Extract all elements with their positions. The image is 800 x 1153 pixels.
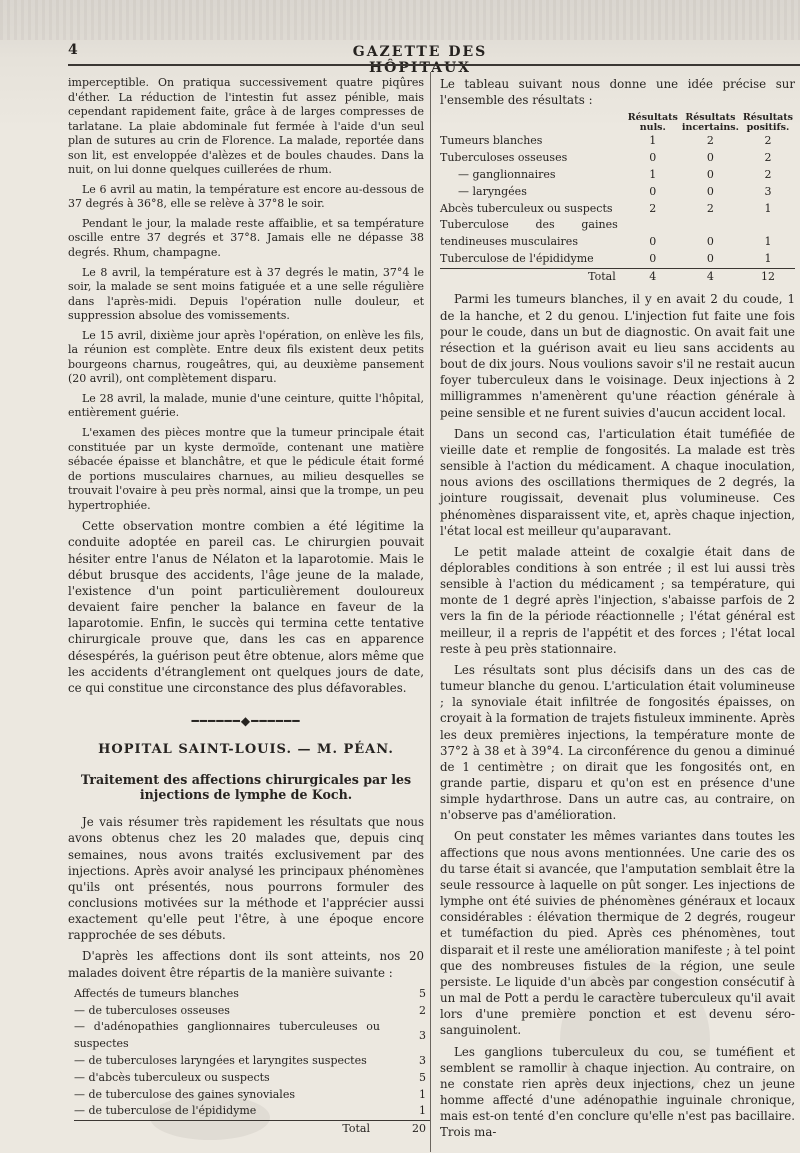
list-item [74, 1070, 430, 1087]
table-row [440, 167, 795, 184]
paragraph: Le 8 avril, la température est à 37 degrés le matin, 37°4 le soir, la malade se sent moins fatiguée et a une selle régulière dans l'après-midi. Depuis l'opération nulle douleur, et suppression absolue des vomissements. [68, 265, 424, 323]
list-value: 2 [419, 1003, 426, 1017]
paragraph: Le petit malade atteint de coxalgie était dans de déplorables conditions à son entrée ; il est lui aussi très sensible à l'action du médicament ; sa température, qui monte de 1 degré après l'injection, s'abaisse parfois de 2 vers la fin de la période réactionnelle ; l'état général est meilleur, il a repris de l'appétit et des forces ; l'état local reste à peu près stationnaire. [440, 544, 795, 656]
paragraph: imperceptible. On pratiqua successivement quatre piqûres d'éther. La réduction de l'intestin fut assez pénible, mais cependant rapidement faite, grâce à de larges compresses de tarlatane. La plaie abdominale fut fermée à l'aide d'un seul plan de sutures au crin de Florence. La malade, reportée dans son lit, est enveloppée d'alèzes et de boules chaudes. Dans la nuit, on lui donne quelques cuillerées de rhum. [68, 76, 424, 177]
column-header: Résultats nuls. [627, 112, 678, 134]
cell-nuls: 0 [649, 251, 657, 265]
paragraph: Pendant le jour, la malade reste affaiblie, et sa température oscille entre 37 degrés et 37°8. Jamais elle ne dépasse 38 degrés. Rhum, champagne. [68, 216, 424, 260]
results-table [440, 113, 795, 285]
left-column [68, 76, 424, 1138]
cell-nuls: 0 [649, 151, 657, 165]
list-value: 3 [419, 1053, 426, 1067]
conclusion-paragraph: Cette observation montre combien a été légitime la conduite adoptée en pareil cas. Le chirurgien pouvait hésiter entre l'anus de Nélaton et la laparotomie. Mais le début brusque des accidents, l'âge jeune de la malade, l'existence d'un point particulièrement douloureux devaient faire pencher la balance en faveur de la laparotomie. Enfin, le succès qui termina cette tentative chirurgicale prouve que, dans les cas en apparence désespérés, la guérison peut être obtenue, alors même que les accidents d'étranglement ont quelques jours de date, ce qui constitue une circonstance des plus défavorables. [68, 519, 424, 695]
cell-incertains: 0 [706, 184, 714, 198]
header-rule [68, 64, 800, 66]
table-row [440, 201, 795, 218]
table-header-row [440, 113, 795, 133]
right-column [440, 76, 795, 1145]
table-row [440, 150, 795, 167]
page-header [0, 30, 800, 80]
paragraph: Dans un second cas, l'articulation était tuméfiée de vieille date et remplie de fongosités. La malade est très sensible à l'action du médicament. A chaque inoculation, nous avions des oscillations thermiques de 2 degrés, la jointure rougissait, devenait plus volumineuse. Ces phénomènes disparaissent vite, et, après chaque injection, l'état local est meilleur qu'auparavant. [440, 426, 795, 538]
list-label: — de tuberculoses laryngées et laryngites suspectes [74, 1053, 367, 1067]
total-label: Total [440, 268, 626, 285]
cell-positifs: 3 [764, 184, 772, 198]
cell-incertains: 0 [706, 235, 714, 249]
case-distribution-list [74, 986, 430, 1138]
list-item [74, 1019, 430, 1053]
list-item [74, 1103, 430, 1120]
cell-positifs: 2 [764, 134, 772, 148]
cell-nuls: 0 [649, 235, 657, 249]
cell-incertains: 2 [706, 134, 714, 148]
article-title: Traitement des affections chirurgicales par les injections de lymphe de Koch. [80, 772, 412, 802]
list-item [74, 1003, 430, 1020]
table-row [440, 251, 795, 268]
total-nuls: 4 [626, 268, 680, 285]
cell-nuls: 1 [649, 167, 657, 181]
total-incertains: 4 [680, 268, 741, 285]
cell-positifs: 2 [764, 151, 772, 165]
cell-positifs: 1 [764, 251, 772, 265]
cell-positifs: 1 [764, 201, 772, 215]
cell-positifs: 1 [764, 235, 772, 249]
row-label: Tumeurs blanches [440, 134, 543, 148]
journal-title: GAZETTE DES HÔPITAUX [352, 44, 488, 76]
section-ornament: ━━━━━━◆━━━━━━ [191, 714, 301, 729]
cell-incertains: 0 [706, 167, 714, 181]
list-value: 1 [419, 1104, 426, 1118]
cell-incertains: 0 [706, 251, 714, 265]
column-header: Résultats positifs. [742, 112, 793, 134]
row-label: — laryngées [458, 184, 527, 198]
paragraph: L'examen des pièces montre que la tumeur principale était constituée par un kyste dermoïde, contenant une matière sébacée épaisse et blanchâtre, et que le pédicule était formé de portions musculaires charnues, au milieu desquelles se trouvait l'ovaire à peu près normal, ainsi que la trompe, un peu hypertrophiée. [68, 426, 424, 512]
list-label: — de tuberculose de l'épididyme [74, 1104, 257, 1118]
list-item [74, 986, 430, 1003]
table-header-blank [440, 113, 626, 133]
total-positifs: 12 [741, 268, 795, 285]
paragraph: Je vais résumer très rapidement les résultats que nous avons obtenus chez les 20 malades que, depuis cinq semaines, nous avons traités exclusivement par des injections. Après avoir analysé les principaux phénomènes qu'ils ont présentés, nous pourrons formuler des conclusions motivées sur la méthode et l'apprécier aussi exactement qu'elle peut l'être, à une époque encore rapprochée de ses débuts. [68, 815, 424, 943]
list-label: — de tuberculose des gaines synoviales [74, 1087, 295, 1101]
table-row [440, 217, 795, 251]
list-total-value: 20 [380, 1121, 430, 1138]
list-label: — de tuberculoses osseuses [74, 1003, 230, 1017]
list-total-label: Total [74, 1121, 380, 1138]
hospital-heading: HOPITAL SAINT-LOUIS. — M. PÉAN. [98, 741, 394, 757]
paragraph: Le 15 avril, dixième jour après l'opération, on enlève les fils, la réunion est complète. Entre deux fils existent deux petits bourgeons charnus, rougeâtres, qui, au deuxième pansement (20 avril), ont complètement disparu. [68, 328, 424, 386]
cell-nuls: 1 [649, 134, 657, 148]
paragraph: Parmi les tumeurs blanches, il y en avait 2 du coude, 1 de la hanche, et 2 du genou. L'injection fut faite une fois pour le coude, dans un but de diagnostic. On avait fait une résection et la guérison avait eu lieu sans accidents au bout de dix jours. Nous voulions savoir s'il ne restait aucun foyer tuberculeux dans le voisinage. Deux injections à 2 milligrammes n'amenèrent qu'une réaction générale à peine sensible et ne furent suivies d'aucun accident local. [440, 292, 795, 420]
list-item [74, 1087, 430, 1104]
cell-incertains: 2 [706, 201, 714, 215]
page-number: 4 [68, 42, 78, 58]
list-total-row [74, 1121, 430, 1138]
cell-incertains: 0 [706, 151, 714, 165]
column-divider [430, 72, 431, 1152]
paragraph: Les résultats sont plus décisifs dans un des cas de tumeur blanche du genou. L'articulation était volumineuse ; la synoviale était infiltrée de fongosités épaisses, on croyait à la formation de trajets fistuleux imminente. Après les deux premières injections, la température monte de 37°2 à 38 et à 39°4. La circonférence du genou a diminué de 1 centimètre ; on dirait que les fongosités ont, en grande partie, disparu et qu'on est en présence d'une simple hydarthrose. Dans un autre cas, au contraire, on n'observe pas d'amélioration. [440, 662, 795, 823]
row-label: — ganglionnaires [458, 167, 556, 181]
paragraph: Le 6 avril au matin, la température est encore au-dessous de 37 degrés à 36°8, elle se relève à 37°8 le soir. [68, 182, 424, 211]
table-total-row [440, 268, 795, 285]
list-item [74, 1053, 430, 1070]
row-label: Tuberculose des gaines tendineuses musculaires [440, 218, 618, 249]
row-label: Abcès tuberculeux ou suspects [440, 201, 613, 215]
paragraph: Le 28 avril, la malade, munie d'une ceinture, quitte l'hôpital, entièrement guérie. [68, 391, 424, 420]
paragraph: D'après les affections dont ils sont atteints, nos 20 malades doivent être répartis de la manière suivante : [68, 949, 424, 980]
row-label: Tuberculose de l'épididyme [440, 251, 594, 265]
cell-nuls: 0 [649, 184, 657, 198]
cell-positifs: 2 [764, 167, 772, 181]
list-label: — d'abcès tuberculeux ou suspects [74, 1070, 270, 1084]
paragraph: On peut constater les mêmes variantes dans toutes les affections que nous avons mentionnées. Une carie des os du tarse était si avancée, que l'amputation semblait être la seule ressource à laquelle on pût songer. Les injections de lymphe ont été suivies de phénomènes généraux et locaux considérables : élévation thermique de 2 degrés, rougeur et tuméfaction du pied. Après ces phénomènes, tout disparait et il reste une amélioration manifeste ; à tel point que des nombreuses fistules de la région, une seule persiste. Le liquide d'un abcès par congestion consécutif à un mal de Pott a perdu le caractère tuberculeux qu'il avait lors d'une première ponction et est devenu séro-sanguinolent. [440, 829, 795, 1038]
paragraph: Les ganglions tuberculeux du cou, se tuméfient et semblent se ramollir à chaque injection. Au contraire, on ne constate rien après deux injections, chez un jeune homme affecté d'une adénopathie inguinale chronique, mais est-on tenté d'en conclure qu'elle n'est pas bacillaire. Trois ma- [440, 1044, 795, 1140]
list-value: 5 [419, 986, 426, 1000]
list-value: 1 [419, 1087, 426, 1101]
table-row [440, 184, 795, 201]
list-value: 3 [419, 1028, 426, 1042]
column-header: Résultats incertains. [681, 112, 739, 134]
table-intro: Le tableau suivant nous donne une idée précise sur l'ensemble des résultats : [440, 77, 795, 108]
list-label: — d'adénopathies ganglionnaires tuberculeuses ou suspectes [74, 1020, 380, 1051]
list-value: 5 [419, 1070, 426, 1084]
table-row [440, 133, 795, 150]
list-label: Affectés de tumeurs blanches [74, 986, 239, 1000]
row-label: Tuberculoses osseuses [440, 151, 568, 165]
cell-nuls: 2 [649, 201, 657, 215]
